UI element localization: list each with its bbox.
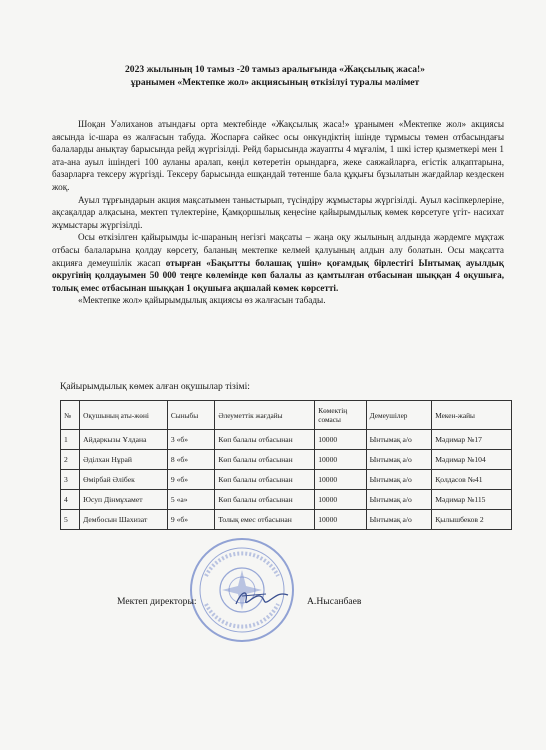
cell-sponsor: Ынтымақ а/о bbox=[366, 430, 432, 450]
cell-name: Әділхан Нұрай bbox=[80, 450, 168, 470]
header-number: № bbox=[61, 401, 80, 430]
paragraph-3 bbox=[52, 231, 504, 294]
title-line-1: 2023 жылының 10 тамыз -20 тамыз аралығында «Жақсылық жаса!» bbox=[125, 64, 425, 75]
paragraph-3-bold: отырған «Бақытты болашақ үшін» қоғамдық бірлестігі Ынтымақ ауылдық округінің қолдауымен 50 000 теңге көлемінде көп балалы аз қамтылған отбасынан шыққан 4 оқушыға, толық емес отбасынан шыққан 1 оқушыға ақшалай көмек көрсетті. bbox=[52, 257, 504, 293]
cell-address: Қолдасов №41 bbox=[432, 470, 512, 490]
list-title: Қайырымдылық көмек алған оқушылар тізімі: bbox=[60, 381, 250, 392]
cell-status: Көп балалы отбасынан bbox=[215, 450, 315, 470]
cell-number: 5 bbox=[61, 510, 80, 530]
header-amount: Көмектің сомасы bbox=[315, 401, 366, 430]
handwritten-signature bbox=[232, 586, 292, 612]
header-address: Мекен-жайы bbox=[432, 401, 512, 430]
cell-number: 4 bbox=[61, 490, 80, 510]
header-sponsors: Демеушілер bbox=[366, 401, 432, 430]
paragraph-4: «Мектепке жол» қайырымдылық акциясы өз жалғасын табады. bbox=[78, 295, 326, 306]
signature-name: А.Нысанбаев bbox=[307, 596, 362, 607]
signature-block bbox=[117, 596, 362, 607]
cell-amount: 10000 bbox=[315, 490, 366, 510]
cell-status: Толық емес отбасынан bbox=[215, 510, 315, 530]
header-student-name: Оқушының аты-жөні bbox=[80, 401, 168, 430]
cell-amount: 10000 bbox=[315, 470, 366, 490]
table-row bbox=[61, 470, 512, 490]
cell-address: Мәдимар №115 bbox=[432, 490, 512, 510]
cell-sponsor: Ынтымақ а/о bbox=[366, 490, 432, 510]
table-row bbox=[61, 450, 512, 470]
cell-sponsor: Ынтымақ а/о bbox=[366, 450, 432, 470]
cell-number: 2 bbox=[61, 450, 80, 470]
cell-status: Көп балалы отбасынан bbox=[215, 470, 315, 490]
cell-amount: 10000 bbox=[315, 510, 366, 530]
cell-class: 5 «а» bbox=[167, 490, 214, 510]
cell-amount: 10000 bbox=[315, 450, 366, 470]
header-social-status: Әлеуметтік жағдайы bbox=[215, 401, 315, 430]
header-class: Сыныбы bbox=[167, 401, 214, 430]
table-row bbox=[61, 430, 512, 450]
cell-address: Қылышбеков 2 bbox=[432, 510, 512, 530]
cell-address: Мәдимар №17 bbox=[432, 430, 512, 450]
cell-number: 3 bbox=[61, 470, 80, 490]
cell-name: Айдаркызы Ұлдана bbox=[80, 430, 168, 450]
document-title bbox=[60, 63, 490, 89]
document-body bbox=[52, 118, 504, 307]
cell-status: Көп балалы отбасынан bbox=[215, 490, 315, 510]
cell-sponsor: Ынтымақ а/о bbox=[366, 510, 432, 530]
cell-name: Өмірбай Әлібек bbox=[80, 470, 168, 490]
cell-number: 1 bbox=[61, 430, 80, 450]
table-row bbox=[61, 490, 512, 510]
title-line-2: ұранымен «Мектепке жол» акциясының өткізілуі туралы мәлімет bbox=[130, 77, 420, 88]
table-row bbox=[61, 510, 512, 530]
cell-status: Көп балалы отбасынан bbox=[215, 430, 315, 450]
students-table bbox=[60, 400, 512, 530]
cell-class: 9 «б» bbox=[167, 510, 214, 530]
cell-amount: 10000 bbox=[315, 430, 366, 450]
cell-class: 8 «б» bbox=[167, 450, 214, 470]
cell-name: Дембосын Шахизат bbox=[80, 510, 168, 530]
cell-sponsor: Ынтымақ а/о bbox=[366, 470, 432, 490]
table-header-row bbox=[61, 401, 512, 430]
signature-role: Мектеп директоры: bbox=[117, 596, 197, 607]
paragraph-2: Ауыл тұрғындарын акция мақсатымен таныстырып, түсіндіру жұмыстары жүргізілді. Ауыл кәсіпкерлеріне, ақсақалдар алқасына, мектеп түлектеріне, Қамқоршылық кеңесіне қайырымдылық көмек көрсетуге үгіт- насихат жұмыстары жүргізілді. bbox=[52, 194, 504, 230]
cell-class: 3 «б» bbox=[167, 430, 214, 450]
cell-class: 9 «б» bbox=[167, 470, 214, 490]
cell-name: Юсуп Дінмұхамет bbox=[80, 490, 168, 510]
paragraph-3-text: Осы өткізілген қайырымды іс-шараның негізгі мақсаты – жаңа оқу жылының алдында жәрдемге мұқтаж отбасы балаларына қолдау көрсету, баланың мектепке келмей қалуының алдын алу болатын. Осы мақсатта акцияға демеушілік жасап bbox=[52, 232, 504, 268]
cell-address: Мәдимар №104 bbox=[432, 450, 512, 470]
paragraph-1: Шоқан Уәлиханов атындағы орта мектебінде «Жақсылық жаса!» ұранымен «Мектепке жол» акциясы аясында іс-шара өз жалғасын табуда. Жоспарға сәйкес осы онкүндіктің ішінде тұрмысы төмен отбасындағы балаларды анықтау барысында рейд жүргізілді. Рейд барысында жауапты 4 мұғалім, 1 шкі істер қызметкері мен 1 ата-ана ауыл ішіндегі 100 ауланы аралап, көңіл көтеретін орындарға, жеке саяжайларға, егістік алқаптарына, базарларға тексеру жүргізді. Тексеру барысында ешқандай төтенше бала құқығы бұзылатын жағдайлар кездескен жоқ. bbox=[52, 119, 504, 192]
